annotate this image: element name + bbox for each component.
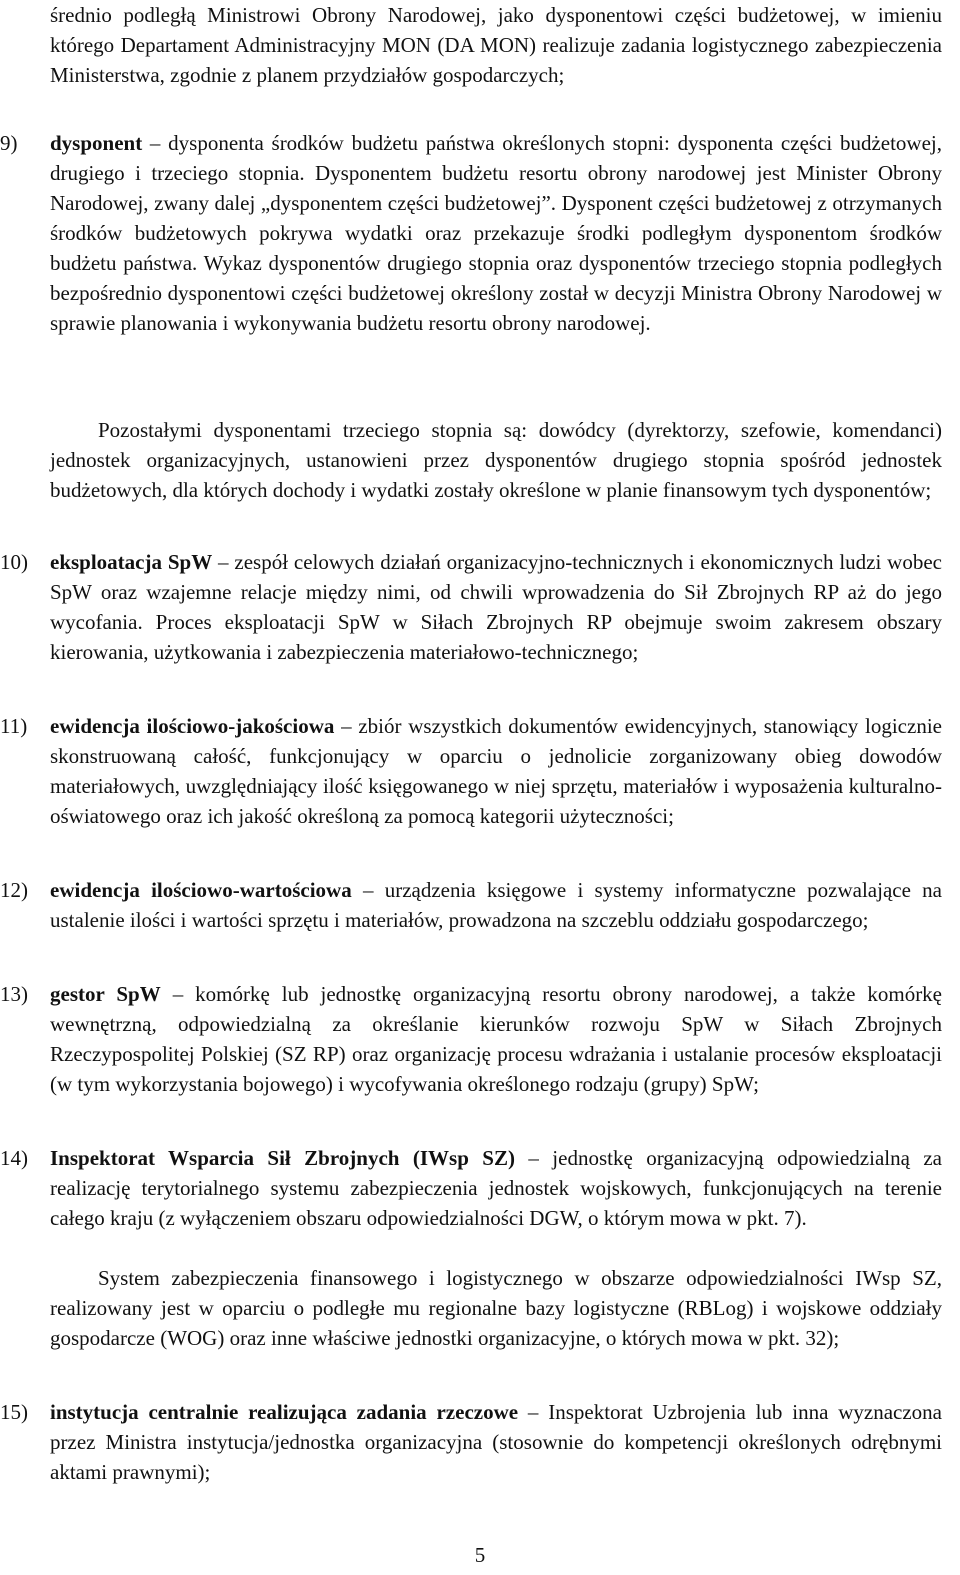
item-text: – zbiór wszystkich dokumentów ewidencyjnych, stanowiący logicznie skonstruowaną całość, funkcjonujący w oparciu o jednolicie zorganizowany obieg dowodów materiałowych, uwzględniający ilość księgowanego w niej sprzętu, materiałów i wyposażenia kulturalno-oświatowego oraz ich jakość określoną za pomocą kategorii użyteczności; <box>50 714 942 828</box>
item-number: 11) <box>0 714 28 738</box>
page-number: 5 <box>474 1543 486 1567</box>
item-9-continuation <box>50 415 942 505</box>
item-number: 10) <box>0 550 28 574</box>
item-text: – jednostkę organizacyjną odpowiedzialną za realizację terytorialnego systemu zabezpieczenia jednostek wojskowych, funkcjonujących na terenie całego kraju (z wyłączeniem obszaru odpowiedzialności DGW, o którym mowa w pkt. 7). <box>50 1146 942 1230</box>
definition-item-14 <box>0 1143 942 1233</box>
item-body <box>50 875 942 935</box>
item-extra-text: Pozostałymi dysponentami trzeciego stopnia są: dowódcy (dyrektorzy, szefowie, komendanci) jednostek organizacyjnych, ustanowieni przez dysponentów drugiego stopnia spośród jednostek budżetowych, dla których dochody i wydatki zostały określone w planie finansowym tych dysponentów; <box>50 418 942 502</box>
item-text: – urządzenia księgowe i systemy informatyczne pozwalające na ustalenie ilości i wartości sprzętu i materiałów, prowadzona na szczeblu oddziału gospodarczego; <box>50 878 942 932</box>
item-term: ewidencja ilościowo-wartościowa <box>50 878 352 902</box>
item-term: eksploatacja SpW <box>50 550 213 574</box>
item-number: 12) <box>0 878 28 902</box>
item-body <box>50 547 942 667</box>
item-body <box>50 1143 942 1233</box>
item-number: 13) <box>0 982 28 1006</box>
item-term: ewidencja ilościowo-jakościowa <box>50 714 335 738</box>
definition-item-10 <box>0 547 942 667</box>
item-number: 15) <box>0 1400 28 1424</box>
definition-item-12 <box>0 875 942 935</box>
item-number: 14) <box>0 1146 28 1170</box>
item-term: Inspektorat Wsparcia Sił Zbrojnych (IWsp SZ) <box>50 1146 515 1170</box>
item-term: instytucja centralnie realizująca zadania rzeczowe <box>50 1400 519 1424</box>
item-term: dysponent <box>50 131 143 155</box>
item-body <box>50 979 942 1099</box>
item-body <box>50 1397 942 1487</box>
item-14-continuation <box>50 1263 942 1353</box>
intro-text: średnio podległą Ministrowi Obrony Narodowej, jako dysponentowi części budżetowej, w imieniu którego Departament Administracyjny MON (DA MON) realizuje zadania logistycznego zabezpieczenia Ministerstwa, zgodnie z planem przydziałów gospodarczych; <box>50 3 942 87</box>
item-text: – komórkę lub jednostkę organizacyjną resortu obrony narodowej, a także komórkę wewnętrzną, odpowiedzialną za określanie kierunków rozwoju SpW w Siłach Zbrojnych Rzeczypospolitej Polskiej (SZ RP) oraz organizację procesu wdrażania i ustalanie procesów eksploatacji (w tym wykorzystania bojowego) i wycofywania określonego rodzaju (grupy) SpW; <box>50 982 943 1096</box>
item-number: 9) <box>0 131 18 155</box>
item-term: gestor SpW <box>50 982 161 1006</box>
item-extra-text: System zabezpieczenia finansowego i logistycznego w obszarze odpowiedzialności IWsp SZ, realizowany jest w oparciu o podległe mu regionalne bazy logistyczne (RBLog) i wojskowe oddziały gospodarcze (WOG) oraz inne właściwe jednostki organizacyjne, o których mowa w pkt. 32); <box>50 1266 942 1350</box>
item-text: – zespół celowych działań organizacyjno-technicznych i ekonomicznych ludzi wobec SpW oraz wzajemne relacje między nimi, od chwili wprowadzenia do Sił Zbrojnych RP aż do jego wycofania. Proces eksploatacji SpW w Siłach Zbrojnych RP obejmuje swoim zakresem obszary kierowania, użytkowania i zabezpieczenia materiałowo-technicznego; <box>50 550 942 664</box>
definition-item-11 <box>0 711 942 831</box>
intro-paragraph <box>50 0 942 90</box>
item-text: – Inspektorat Uzbrojenia lub inna wyznaczona przez Ministra instytucja/jednostka organizacyjna (stosownie do kompetencji określonych odrębnymi aktami prawnymi); <box>50 1400 942 1484</box>
item-body <box>50 128 942 338</box>
item-body <box>50 711 942 831</box>
definition-item-13 <box>0 979 942 1099</box>
definition-item-15 <box>0 1397 942 1487</box>
definition-item-9 <box>0 128 942 338</box>
item-text: – dysponenta środków budżetu państwa określonych stopni: dysponenta części budżetowej, drugiego i trzeciego stopnia. Dysponentem budżetu resortu obrony narodowej jest Minister Obrony Narodowej, zwany dalej „dysponentem części budżetowej”. Dysponent części budżetowej z otrzymanych środków budżetowych pokrywa wydatki oraz przekazuje środki podległym dysponentom środków budżetu państwa. Wykaz dysponentów drugiego stopnia oraz dysponentów trzeciego stopnia podległych bezpośrednio dysponentowi części budżetowej określony został w decyzji Ministra Obrony Narodowej w sprawie planowania i wykonywania budżetu resortu obrony narodowej. <box>50 131 942 335</box>
